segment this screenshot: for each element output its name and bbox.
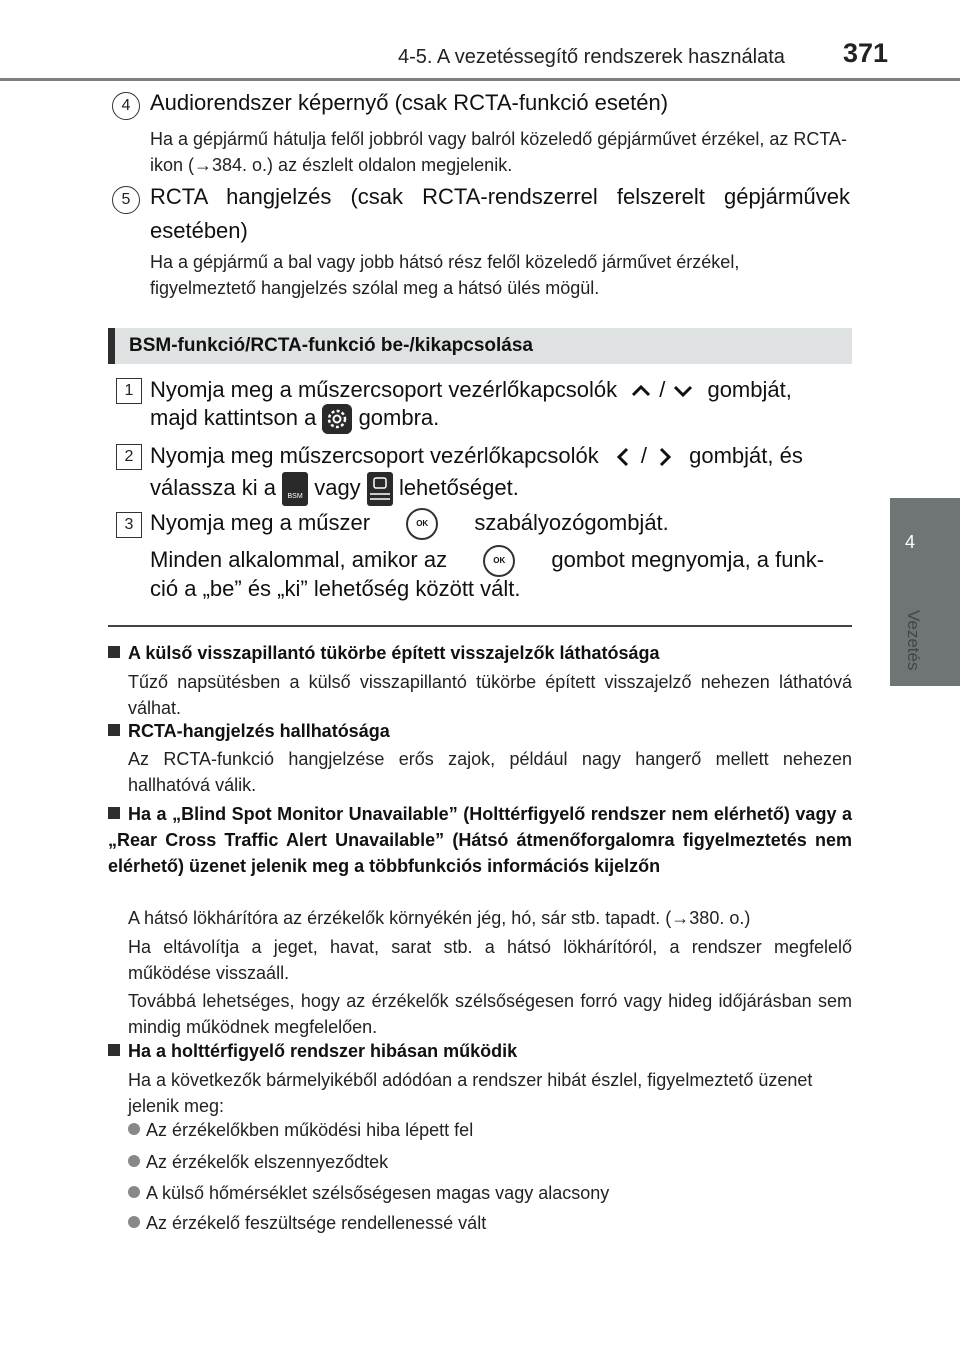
step-1-text-d: gombra. [358, 405, 440, 430]
list-item: Az érzékelőkben működési hiba lépett fel [128, 1117, 852, 1143]
step-1-line-2 [150, 401, 850, 435]
page-number: 371 [843, 38, 889, 68]
note-body-unavailable-1: A hátsó lökhárítóra az érzékelők környékén jég, hó, sár stb. tapadt. (→380. o.) [128, 908, 751, 928]
section-title: BSM-funkció/RCTA-funkció be-/kikapcsolása [129, 335, 533, 356]
step-2-text-e: lehetőséget. [398, 475, 519, 500]
item-marker-4: 4 [112, 92, 140, 120]
step-1-text-a: Nyomja meg a műszercsoport vezérlőkapcsolók [150, 377, 618, 402]
ok-button-icon: OK [483, 545, 515, 577]
step-2-text-b: gombját, és [689, 443, 803, 468]
ok-button-icon: OK [406, 508, 438, 540]
step-2-text-d: vagy [314, 475, 361, 500]
step-2-text-a: Nyomja meg műszercsoport vezérlőkapcsolók [150, 443, 599, 468]
rcta-icon [367, 472, 393, 506]
note-heading-rcta-audibility: RCTA-hangjelzés hallhatósága [108, 718, 852, 744]
item-marker-5: 5 [112, 186, 140, 214]
item-title-rcta-sound: RCTA hangjelzés (csak RCTA-rendszerrel felszerelt gépjárművek esetében) [150, 184, 850, 243]
square-bullet-icon [108, 807, 120, 819]
section-header [108, 328, 852, 364]
list-item: A külső hőmérséklet szélsőségesen magas vagy alacsony [128, 1180, 852, 1206]
step-2-text-c: válassza ki a [150, 475, 276, 500]
note-heading-unavailable-message: Ha a „Blind Spot Monitor Unavailable” (Holttérfigyelő rendszer nem elérhető) vagy a „Rear Cross Traffic Alert Unavailable” (Hátsó átmenőforgalomra figyelmeztetés nem elérhető) üzenet jelenik meg a többfunkciós információs kijelzőn [108, 804, 852, 876]
chapter-tab-number: 4 [904, 532, 915, 552]
step-3-line-3: ció a „be” és „ki” lehetőség között vált. [150, 576, 521, 601]
chapter-tab-label: Vezetés [904, 610, 923, 671]
step-2-line-2 [150, 471, 850, 506]
list-item: Az érzékelők elszennyeződtek [128, 1149, 852, 1175]
note-body-malfunction: Ha a következők bármelyikéből adódóan a rendszer hibát észlel, figyelmeztető üzenet jelenik meg: [128, 1070, 813, 1116]
note-heading-mirror-visibility: A külső visszapillantó tükörbe épített visszajelzők láthatósága [108, 640, 852, 666]
square-bullet-icon [108, 646, 120, 658]
step-3-text-c: Minden alkalommal, amikor az [150, 547, 448, 572]
running-header: 4-5. A vezetéssegítő rendszerek használata [398, 46, 785, 68]
step-3-text-b: szabályozógombját. [474, 510, 669, 535]
step-marker-1: 1 [116, 378, 142, 404]
note-body-unavailable-3: Továbbá lehetséges, hogy az érzékelők szélsőségesen forró vagy hideg időjárásban sem mindig működnek megfelelően. [128, 991, 852, 1037]
circle-bullet-icon [128, 1155, 140, 1167]
square-bullet-icon [108, 724, 120, 736]
note-body-rcta-audibility: Az RCTA-funkció hangjelzése erős zajok, például nagy hangerő mellett nehezen hallhatóvá válik. [128, 749, 852, 795]
step-1-text-c: majd kattintson a [150, 405, 317, 430]
item-body-rcta-sound: Ha a gépjármű a bal vagy jobb hátsó rész felől közeledő járművet érzékel, figyelmeztető hangjelzés szólal meg a hátsó ülés mögül. [150, 252, 740, 298]
note-body-mirror-visibility: Tűző napsütésben a külső visszapillantó tükörbe épített visszajelző nehezen láthatóvá válhat. [128, 672, 852, 718]
step-3-line-1 [150, 506, 850, 540]
note-heading-malfunction: Ha a holttérfigyelő rendszer hibásan működik [108, 1038, 852, 1064]
step-1-separator: / [659, 377, 666, 402]
item-body-audio-screen: Ha a gépjármű hátulja felől jobbról vagy balról közeledő gépjárművet érzékel, az RCTA-ikon (→384. o.) az észlelt oldalon megjelenik. [150, 129, 848, 175]
step-marker-3: 3 [116, 512, 142, 538]
step-2-line-1 [150, 439, 850, 473]
circle-bullet-icon [128, 1186, 140, 1198]
section-divider [108, 625, 852, 627]
chevron-right-icon [647, 444, 683, 470]
bsm-icon: BSM [282, 472, 308, 506]
header-divider [0, 78, 960, 81]
circle-bullet-icon [128, 1216, 140, 1228]
circle-bullet-icon [128, 1123, 140, 1135]
item-title-audio-screen: Audiorendszer képernyő (csak RCTA-funkció esetén) [150, 90, 669, 115]
square-bullet-icon [108, 1044, 120, 1056]
step-3-text-d: gombot megnyomja, a funk- [551, 547, 825, 572]
gear-icon [322, 404, 352, 434]
step-2-separator: / [640, 443, 647, 468]
chapter-tab [890, 498, 960, 686]
step-3-text-a: Nyomja meg a műszer [150, 510, 371, 535]
note-body-unavailable-2: Ha eltávolítja a jeget, havat, sarat stb. a hátsó lökhárítóról, a rendszer megfelelő működése visszaáll. [128, 937, 852, 983]
step-marker-2: 2 [116, 444, 142, 470]
list-item: Az érzékelő feszültsége rendellenessé vált [128, 1210, 852, 1236]
chevron-left-icon [605, 444, 641, 470]
step-1-text-b: gombját, [707, 377, 792, 402]
